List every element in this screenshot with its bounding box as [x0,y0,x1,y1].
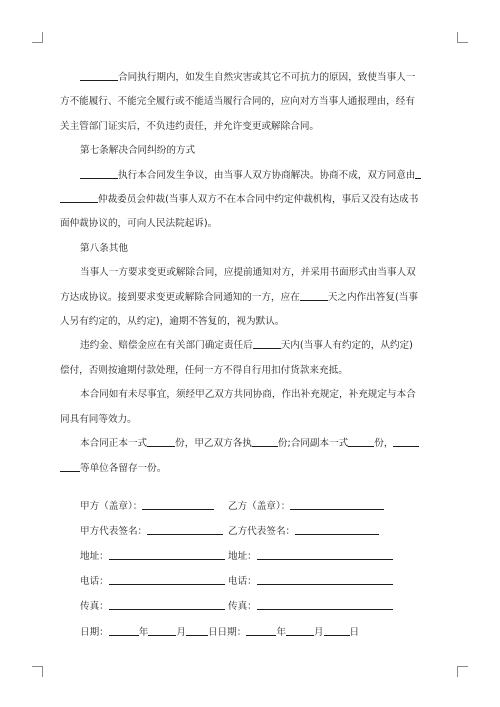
blank-line [109,548,225,560]
blank-line [257,573,393,585]
blank-line [80,69,118,81]
force-majeure-paragraph-line1: 合同执行期内，如发生自然灾害或其它不可抗力的原因，致使当事人一 [60,66,440,90]
blank-line [80,167,118,179]
copies-paragraph-line1: 本合同正本一式 份，甲乙双方各执 份;合同副本一式 份， [60,432,440,456]
change-paragraph-line1: 当事人一方要求变更或解除合同，应提前通知对方，并采用书面形式由当事人双 [80,267,416,279]
blank-line [147,435,175,447]
blank-line [147,523,223,535]
penalty-paragraph-line2: 偿付，否则按逾期付款处理，任何一方不得自行用扣付货款来充抵。 [60,364,348,376]
blank-line [257,598,393,610]
blank-line [60,460,80,472]
blank-line [252,435,278,447]
blank-line [324,624,350,636]
signature-row-seal: 甲方（盖章）： 乙方（盖章）： [80,498,214,512]
blank-line [109,573,225,585]
corner-mark-bottom-right [457,666,468,677]
dispute-paragraph-line1: 执行本合同发生争议，由当事人双方协商解决。协商不成，双方同意由 [60,164,440,188]
supplement-paragraph-line1: 本合同如有未尽事宜，须经甲乙双方共同协商，作出补充规定，补充规定与本合 [80,389,416,401]
blank-line [186,624,208,636]
article-8-heading: 第八条其他 [80,242,128,254]
change-paragraph-line2: 方达成协议。接到要求变更或解除合同通知的一方，应在 天之内作出答复(当事 [60,286,440,310]
blank-line [286,624,314,636]
blank-line [109,598,225,610]
corner-mark-top-right [457,32,468,43]
signature-row-date: 日期： 年 月 日日期： 年 月 日 [80,624,359,638]
change-paragraph-line3: 人另有约定的，从约定)，逾期不答复的，视为默认。 [60,316,285,328]
blank-line [60,191,98,203]
blank-line [142,498,214,510]
blank-line [415,167,421,179]
corner-mark-top-left [32,32,43,43]
dispute-paragraph-line3: 面仲裁协议的，可向人民法院起诉)。 [60,218,218,230]
blank-line [393,435,419,447]
corner-mark-bottom-left [32,666,43,677]
blank-line [295,523,379,535]
supplement-paragraph-line2: 同具有同等效力。 [60,413,137,425]
signature-row-representative: 甲方代表签名： 乙方代表签名： [80,523,223,537]
copies-paragraph-line2: 等单位各留存一份。 [60,457,440,481]
signature-row-phone: 电话： 电话： [80,573,225,587]
blank-line [300,289,328,301]
blank-line [290,498,384,510]
article-7-heading: 第七条解决合同纠纷的方式 [80,145,196,157]
blank-line [246,624,276,636]
force-majeure-paragraph-line3: 关主管部门证实后，不负违约责任，并允许变更或解除合同。 [60,120,320,132]
blank-line [109,624,139,636]
document-body [60,66,440,481]
signature-row-fax: 传真： 传真： [80,598,225,612]
signature-row-address: 地址： 地址： [80,548,225,562]
penalty-paragraph-line1: 违约金、赔偿金应在有关部门确定责任后 天内(当事人有约定的，从约定) [60,334,440,358]
blank-line [257,548,393,560]
blank-line [148,624,176,636]
force-majeure-paragraph-line2: 方不能履行、不能完全履行或不能适当履行合同的，应向对方当事人通报理由，经有 [60,96,415,108]
blank-line [253,337,281,349]
blank-line [348,435,374,447]
dispute-paragraph-line2: 仲裁委员会仲裁(当事人双方不在本合同中约定仲裁机构，事后又没有达成书 [60,188,440,212]
